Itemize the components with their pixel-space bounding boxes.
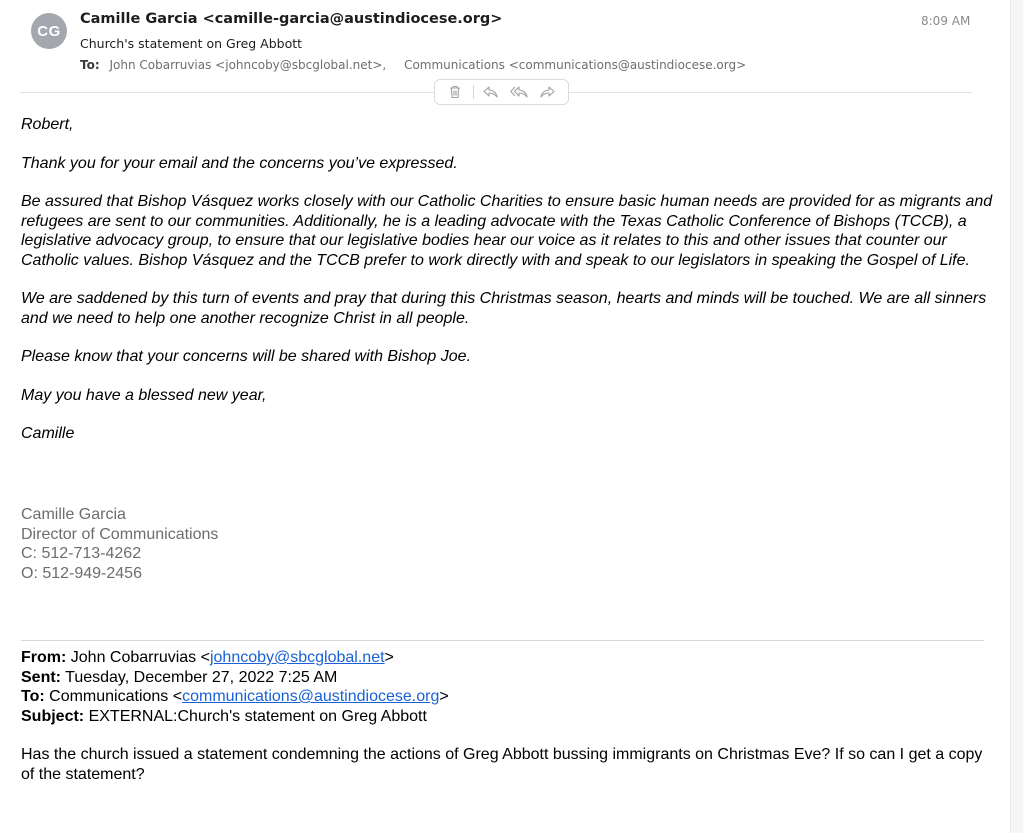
- paragraph-assurance: Be assured that Bishop Vásquez works closely with our Catholic Charities to ensure basic human needs are provided for as migrants and refugees are sent to our communities. Additionally, he is a leading advocate with the Texas Catholic Conference of Bishops (TCCB), a legislative advocacy group, to ensure that our legislative bodies hear our voice as it relates to this and other issues that counter our Catholic values. Bishop Vásquez and the TCCB prefer to work directly with and speak to our legislators in speaking the Gospel of Life.: [21, 193, 993, 269]
- quoted-divider: [21, 640, 984, 641]
- toolbar-separator: [473, 85, 474, 99]
- quoted-from-email-link[interactable]: johncoby@sbcglobal.net: [209, 649, 385, 666]
- reply-icon[interactable]: [480, 82, 502, 102]
- message-body: [21, 115, 996, 463]
- quoted-from-row: [21, 648, 996, 668]
- quoted-from-name: John Cobarruvias <: [70, 649, 210, 666]
- message-time: 8:09 AM: [921, 14, 971, 28]
- sender-avatar[interactable]: CG: [31, 13, 67, 49]
- quoted-sent-label: Sent:: [21, 668, 61, 686]
- to-label: To:: [80, 58, 100, 72]
- reply-all-icon[interactable]: [508, 82, 530, 102]
- quoted-sent-row: [21, 668, 996, 688]
- trash-icon[interactable]: [444, 82, 466, 102]
- quoted-to-email-link[interactable]: communications@austindiocese.org: [182, 688, 440, 705]
- quoted-sent-value: Tuesday, December 27, 2022 7:25 AM: [65, 668, 338, 686]
- forward-icon[interactable]: [537, 82, 559, 102]
- email-signature: [21, 505, 218, 583]
- paragraph-concerns: Please know that your concerns will be shared with Bishop Joe.: [21, 348, 472, 365]
- quoted-subject-label: Subject:: [21, 707, 85, 725]
- sign-off-name: Camille: [21, 425, 75, 442]
- quoted-from-close: >: [384, 649, 394, 666]
- paragraph-thanks: Thank you for your email and the concerns you’ve expressed.: [21, 154, 458, 172]
- quoted-subject-row: [21, 707, 996, 727]
- sender-name[interactable]: Camille Garcia <camille-garcia@austindiocese.org>: [80, 11, 503, 27]
- recipients-line: [80, 58, 746, 72]
- quoted-to-name: Communications <: [49, 688, 183, 705]
- quoted-subject-value: EXTERNAL:Church's statement on Greg Abbott: [88, 707, 427, 725]
- quoted-to-label: To:: [21, 688, 45, 705]
- signature-cell-phone: C: 512-713-4262: [21, 545, 142, 562]
- quoted-from-label: From:: [21, 649, 67, 666]
- recipient-communications[interactable]: Communications <communications@austindiocese.org>: [404, 58, 747, 72]
- recipient-john[interactable]: John Cobarruvias <johncoby@sbcglobal.net>,: [109, 58, 387, 72]
- quoted-message: [21, 648, 996, 784]
- message-subject: Church's statement on Greg Abbott: [80, 36, 303, 51]
- paragraph-saddened: We are saddened by this turn of events and pray that during this Christmas season, hearts and minds will be touched. We are all sinners and we need to help one another recognize Christ in all people.: [21, 290, 987, 327]
- paragraph-closing: May you have a blessed new year,: [21, 386, 267, 404]
- greeting: Robert,: [21, 116, 74, 133]
- quoted-to-row: [21, 687, 996, 707]
- quoted-message-text: Has the church issued a statement condemning the actions of Greg Abbott bussing immigrants on Christmas Eve? If so can I get a copy of the statement?: [21, 746, 983, 783]
- scrollbar-track[interactable]: [1010, 0, 1023, 833]
- quoted-to-close: >: [439, 688, 449, 705]
- message-action-toolbar: [434, 79, 569, 105]
- signature-name: Camille Garcia: [21, 506, 126, 523]
- signature-title: Director of Communications: [21, 525, 219, 543]
- signature-office-phone: O: 512-949-2456: [21, 564, 142, 582]
